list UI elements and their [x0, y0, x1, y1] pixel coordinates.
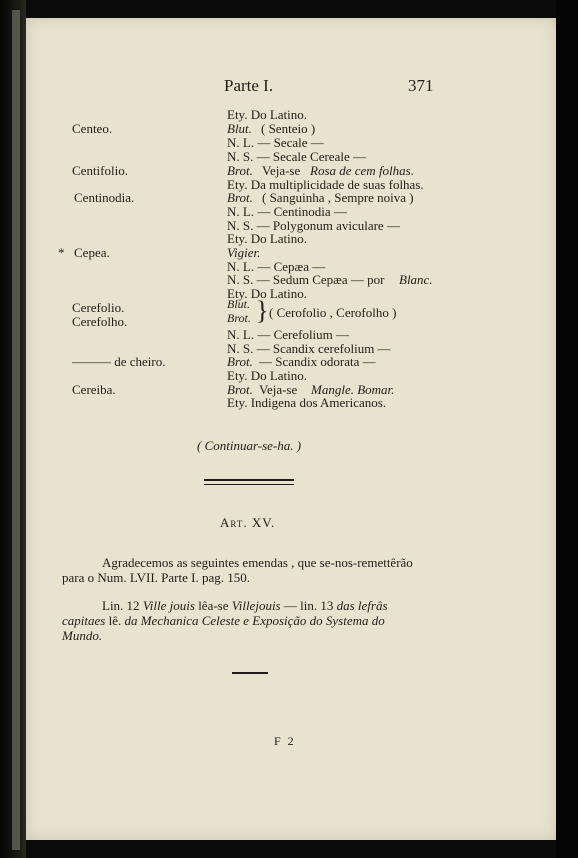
entry-latin-name: N. L. — Cerefolium —	[227, 327, 350, 342]
entry-term: Centifolio.	[72, 163, 128, 178]
entry-term: Cerefolio.	[72, 300, 125, 315]
entry-term: Centeo.	[72, 121, 113, 136]
entry-term: ——— de cheiro.	[72, 354, 166, 369]
errata-line	[62, 613, 385, 628]
errata-italic: Villejouis	[231, 598, 281, 613]
entry-source: Vigier.	[227, 245, 261, 260]
errata-italic: capitaes	[62, 613, 106, 628]
entry-systematic-name: N. S. — Polygonum aviculare —	[227, 218, 400, 233]
entry-systematic-name: N. S. — Secale Cereale —	[227, 149, 366, 164]
entry-definition: ( Cerofolio , Cerofolho )	[269, 305, 397, 320]
ornamental-rule	[204, 479, 294, 481]
entry-definition: ( Senteio )	[261, 121, 316, 136]
entry-term: Cepea.	[74, 245, 110, 260]
continuation-note: ( Continuar-se-ha. )	[197, 438, 302, 453]
ornamental-rule	[204, 484, 294, 485]
entry-latin-name: N. L. — Cepæa —	[227, 259, 326, 274]
errata-text: Lin. 12	[102, 598, 140, 613]
entry-definition: — Scandix odorata —	[259, 354, 376, 369]
entry-definition-italic: Mangle. Bomar.	[311, 382, 395, 397]
page-number: 371	[408, 76, 434, 95]
paragraph-line: para o Num. LVII. Parte I. pag. 150.	[62, 570, 250, 585]
entry-source: Brot.	[227, 382, 253, 397]
entry-source: Brot.	[227, 311, 251, 325]
entry-definition: Veja-se	[259, 382, 298, 397]
entry-etymology: Ety. Indigena dos Americanos.	[227, 395, 387, 410]
errata-italic: das lefrâs	[336, 598, 388, 613]
entry-systematic-name: N. S. — Sedum Cepæa — por	[227, 272, 385, 287]
entry-etymology: Ety. Do Latino.	[227, 286, 308, 301]
paragraph-line: Agradecemos as seguintes emendas , que se-nos-remettêrão	[102, 555, 413, 570]
entry-term: Cereiba.	[72, 382, 116, 397]
book-edge-right	[556, 0, 578, 858]
entry-systematic-name: N. S. — Scandix cerefolium —	[227, 341, 391, 356]
errata-text: lê.	[108, 613, 122, 628]
signature-mark: F 2	[274, 734, 296, 748]
errata-text: lêa-se	[198, 598, 229, 613]
article-heading: Art. XV.	[220, 515, 276, 530]
entry-source: Brot.	[227, 190, 253, 205]
entry-source: Blut.	[227, 297, 250, 311]
section-end-rule	[232, 672, 268, 674]
errata-italic: Ville jouis	[142, 598, 195, 613]
book-page	[26, 18, 556, 840]
entry-term: Centinodia.	[74, 190, 135, 205]
entry-etymology: Ety. Do Latino.	[227, 368, 308, 383]
entry-source: Blut.	[227, 121, 252, 136]
errata-text: — lin. 13	[283, 598, 334, 613]
entry-source: Brot.	[227, 354, 253, 369]
entry-authority: Blanc.	[399, 272, 433, 287]
errata-line	[102, 598, 388, 613]
asterisk-mark: *	[58, 245, 65, 260]
entry-definition: Veja-se	[262, 163, 301, 178]
entry-etymology: Ety. Da multiplicidade de suas folhas.	[227, 177, 424, 192]
entry-latin-name: N. L. — Centinodia —	[227, 204, 347, 219]
book-spine-left	[0, 0, 26, 858]
entry-etymology: Ety. Do Latino.	[227, 107, 308, 122]
entry-latin-name: N. L. — Secale —	[227, 135, 324, 150]
errata-italic: da Mechanica Celeste e Exposição do Systema do	[124, 613, 385, 628]
entry-etymology: Ety. Do Latino.	[227, 231, 308, 246]
entry-definition-italic: Rosa de cem folhas.	[310, 163, 414, 178]
brace-glyph: }	[256, 296, 269, 325]
running-title: Parte I.	[224, 76, 274, 95]
entry-definition: ( Sanguinha , Sempre noiva )	[262, 190, 414, 205]
errata-line: Mundo.	[62, 628, 103, 643]
entry-term: Cerefolho.	[72, 314, 128, 329]
entry-source: Brot.	[227, 163, 253, 178]
